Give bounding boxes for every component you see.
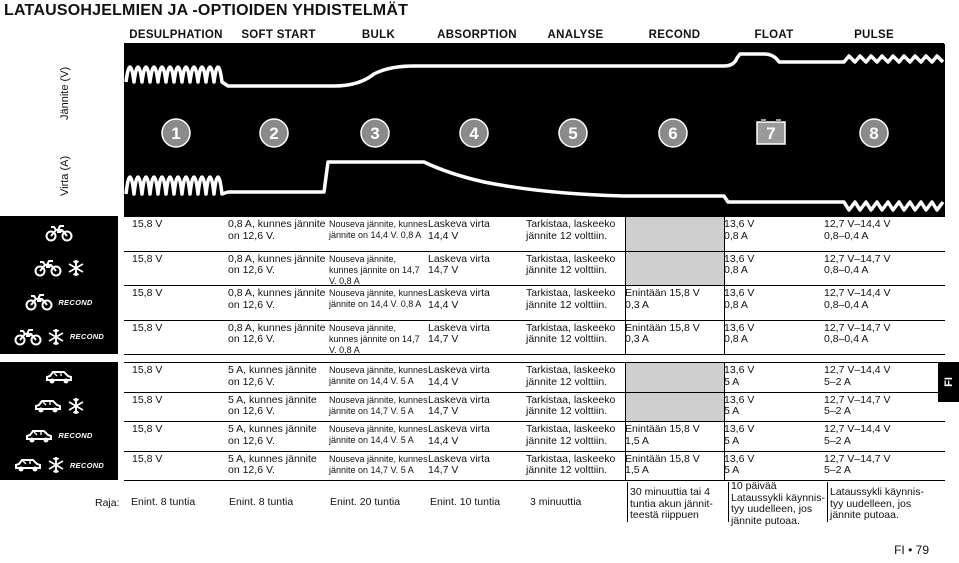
table-cell-desulphation: 15,8 V [132, 393, 163, 406]
car-icon [34, 397, 62, 415]
current-curve [126, 162, 943, 210]
step-marker-4 [460, 119, 488, 147]
snowflake-icon [67, 259, 85, 277]
limit-divider [627, 482, 628, 522]
table-cell-float: 13,6 V 5 A [724, 452, 755, 476]
charging-curve-svg [124, 44, 945, 216]
table-cell-soft-start: 0,8 A, kunnes jännite on 12,6 V. [228, 287, 326, 311]
table-cell-float: 13,6 V 5 A [724, 364, 755, 388]
table-cell-recond: Enintään 15,8 V 0,3 A [625, 321, 700, 345]
table-cell-pulse: 12,7 V–14,7 V 0,8–0,4 A [824, 252, 891, 276]
table-cell-absorption: Laskeva virta 14,7 V [428, 321, 490, 345]
table-cell-soft-start: 0,8 A, kunnes jännite on 12,6 V. [228, 321, 326, 345]
table-row [124, 422, 945, 452]
battery-mode-icons [0, 251, 118, 286]
limit-divider [827, 482, 828, 522]
car-icon [45, 368, 73, 386]
table-cell-bulk: Nouseva jännite, kunnes jännite on 14,7 V. 5 A [329, 394, 428, 416]
recond-mode-label: RECOND [69, 332, 105, 342]
step-markers [162, 119, 888, 147]
recond-mode-label: RECOND [69, 460, 105, 470]
step-number: 4 [469, 124, 479, 143]
table-cell-absorption: Laskeva virta 14,4 V [428, 287, 490, 311]
current-axis-label: Virta (A) [59, 155, 71, 196]
limit-divider [728, 482, 729, 522]
limit-recond: 30 minuuttia tai 4 tuntia akun jännit- teestä riippuen [630, 486, 713, 521]
table-cell-bulk: Nouseva jännite, kunnes jännite on 14,4 V. 5 A [329, 424, 428, 445]
phase-header-pulse: PULSE [854, 29, 894, 41]
table-cell-bulk: Nouseva jännite, kunnes jännite on 14,7 V. 0,8 A [329, 253, 420, 286]
snowflake-icon [67, 397, 85, 415]
table-cell-desulphation: 15,8 V [132, 287, 163, 299]
table-cell-desulphation: 15,8 V [132, 364, 163, 376]
table-cell-analyse: Tarkistaa, laskeeko jännite 12 volttiin. [526, 321, 616, 345]
table-cell-absorption: Laskeva virta 14,7 V [428, 252, 490, 276]
table-cell-bulk: Nouseva jännite, kunnes jännite on 14,4 V. 0,8 A [329, 219, 428, 240]
car-icon [25, 427, 53, 445]
step-marker-5 [559, 119, 587, 147]
table-cell-pulse: 12,7 V–14,4 V 5–2 A [824, 423, 891, 447]
phase-header-bulk: BULK [361, 29, 396, 41]
table-cell-desulphation: 15,8 V [132, 218, 163, 230]
table-cell-absorption: Laskeva virta 14,4 V [428, 364, 490, 388]
motorcycle-icon [34, 259, 62, 277]
table-cell-pulse: 12,7 V–14,7 V 5–2 A [824, 452, 891, 476]
table-cell-analyse: Tarkistaa, laskeeko jännite 12 volttiin. [526, 423, 616, 447]
table-cell-soft-start: 5 A, kunnes jännite on 12,6 V. [228, 452, 317, 476]
table-row [124, 217, 945, 252]
battery-mode-icons [0, 320, 118, 355]
table-cell-analyse: Tarkistaa, laskeeko jännite 12 volttiin. [526, 218, 616, 242]
table-cell-absorption: Laskeva virta 14,4 V [428, 218, 490, 242]
table-cell-desulphation: 15,8 V [132, 423, 163, 435]
table-cell-soft-start: 5 A, kunnes jännite on 12,6 V. [228, 423, 317, 447]
battery-mode-icons [0, 216, 118, 251]
voltage-curve [126, 54, 943, 86]
limit-soft-start: Enint. 8 tuntia [229, 496, 294, 508]
recond-mode-label: RECOND [58, 431, 93, 441]
table-cell-recond: Enintään 15,8 V 0,3 A [625, 287, 700, 311]
table-cell-desulphation: 15,8 V [132, 252, 163, 265]
table-cell-float: 13,6 V 0,8 A [724, 252, 755, 276]
step-number: 1 [171, 124, 181, 143]
motorcycle-icon [14, 328, 42, 346]
table-cell-pulse: 12,7 V–14,4 V 0,8–0,4 A [824, 287, 891, 311]
table-cell-bulk: Nouseva jännite, kunnes jännite on 14,7 V. 0,8 A [329, 322, 420, 355]
table-cell-pulse: 12,7 V–14,4 V 5–2 A [824, 364, 891, 388]
limit-pulse: Lataussykli käynnis- tyy uudelleen, jos jännite putoaa. [830, 486, 924, 521]
footer-lang: FI [894, 543, 905, 557]
page-title: LATAUSOHJELMIEN JA -OPTIOIDEN YHDISTELMÄT [4, 2, 409, 19]
phase-header-recond: RECOND [648, 29, 701, 41]
limit-label: Raja: [95, 497, 120, 509]
snowflake-icon [47, 328, 65, 346]
step-marker-3 [361, 119, 389, 147]
table-cell-absorption: Laskeva virta 14,7 V [428, 452, 490, 476]
limit-desulphation: Enint. 8 tuntia [131, 496, 196, 508]
motorcycle-table [124, 216, 945, 354]
step-marker-6 [659, 119, 687, 147]
table-cell-analyse: Tarkistaa, laskeeko jännite 12 volttiin. [526, 393, 616, 417]
limit-float: 10 päivää Lataussykli käynnis- tyy uudelleen, jos jännite putoaa. [731, 480, 825, 527]
language-tab-label: FI [942, 377, 955, 387]
table-cell-absorption: Laskeva virta 14,4 V [428, 423, 490, 447]
snowflake-icon [47, 456, 65, 474]
charging-curve-diagram [124, 44, 945, 216]
step-marker-2 [260, 119, 288, 147]
table-row [124, 363, 945, 393]
phase-header-analyse: ANALYSE [547, 29, 604, 41]
car-icon-panel [0, 362, 118, 480]
step-number: 5 [568, 124, 578, 143]
table-cell-bulk: Nouseva jännite, kunnes jännite on 14,7 V. 5 A [329, 453, 428, 475]
table-cell-soft-start: 5 A, kunnes jännite on 12,6 V. [228, 393, 317, 417]
table-cell-bulk: Nouseva jännite, kunnes jännite on 14,4 V. 5 A [329, 365, 428, 386]
language-tab [938, 362, 959, 402]
table-row [124, 321, 945, 356]
limit-absorption: Enint. 10 tuntia [430, 496, 501, 508]
table-row [124, 286, 945, 321]
table-cell-pulse: 12,7 V–14,4 V 0,8–0,4 A [824, 218, 891, 242]
table-cell-float: 13,6 V 0,8 A [724, 287, 755, 311]
battery-mode-icons [0, 451, 118, 481]
table-cell-float: 13,6 V 0,8 A [724, 218, 755, 242]
table-row [124, 393, 945, 423]
footer-bullet: • [908, 543, 913, 557]
table-cell-pulse: 12,7 V–14,7 V 0,8–0,4 A [824, 321, 891, 345]
phase-header-soft-start: SOFT START [241, 29, 316, 41]
motorcycle-icon [45, 224, 73, 242]
step-marker-8 [860, 119, 888, 147]
step-number: 7 [766, 124, 776, 143]
step-number: 2 [269, 124, 279, 143]
table-cell-bulk: Nouseva jännite, kunnes jännite on 14,4 V. 0,8 A [329, 288, 428, 309]
step-number: 8 [869, 124, 879, 143]
table-cell-float: 13,6 V 5 A [724, 423, 755, 447]
recond-not-applicable-cell [626, 363, 724, 392]
voltage-axis-label: Jännite (V) [59, 66, 71, 120]
table-cell-soft-start: 0,8 A, kunnes jännite on 12,6 V. [228, 218, 326, 242]
table-cell-float: 13,6 V 5 A [724, 393, 755, 417]
table-cell-soft-start: 5 A, kunnes jännite on 12,6 V. [228, 364, 317, 388]
phase-header-desulphation: DESULPHATION [129, 29, 223, 41]
table-row [124, 452, 945, 482]
table-cell-float: 13,6 V 0,8 A [724, 321, 755, 345]
motorcycle-icon-panel [0, 216, 118, 354]
step-number: 3 [370, 124, 380, 143]
step-number: 6 [668, 124, 678, 143]
step-marker-1 [162, 119, 190, 147]
limit-bulk: Enint. 20 tuntia [330, 496, 401, 508]
page-number: 79 [915, 543, 929, 557]
table-cell-pulse: 12,7 V–14,7 V 5–2 A [824, 393, 891, 417]
battery-mode-icons [0, 421, 118, 451]
table-cell-recond: Enintään 15,8 V 1,5 A [625, 452, 700, 476]
limit-analyse: 3 minuuttia [530, 496, 582, 508]
table-cell-soft-start: 0,8 A, kunnes jännite on 12,6 V. [228, 252, 326, 276]
recond-not-applicable-cell [626, 252, 724, 286]
table-cell-analyse: Tarkistaa, laskeeko jännite 12 volttiin. [526, 287, 616, 311]
recond-not-applicable-cell [626, 393, 724, 422]
recond-mode-label: RECOND [58, 297, 93, 307]
battery-mode-icons [0, 285, 118, 320]
battery-mode-icons [0, 362, 118, 392]
table-cell-desulphation: 15,8 V [132, 321, 163, 334]
page-footer [894, 543, 929, 557]
table-cell-analyse: Tarkistaa, laskeeko jännite 12 volttiin. [526, 252, 616, 276]
table-cell-analyse: Tarkistaa, laskeeko jännite 12 volttiin. [526, 452, 616, 476]
car-icon [14, 456, 42, 474]
table-cell-analyse: Tarkistaa, laskeeko jännite 12 volttiin. [526, 364, 616, 388]
table-cell-desulphation: 15,8 V [132, 452, 163, 465]
recond-not-applicable-cell [626, 217, 724, 251]
table-cell-absorption: Laskeva virta 14,7 V [428, 393, 490, 417]
phase-header-absorption: ABSORPTION [437, 29, 517, 41]
battery-mode-icons [0, 392, 118, 422]
car-table [124, 362, 945, 480]
step-marker-7 [757, 119, 785, 144]
motorcycle-icon [25, 293, 53, 311]
table-row [124, 252, 945, 287]
table-cell-recond: Enintään 15,8 V 1,5 A [625, 423, 700, 447]
phase-header-float: FLOAT [754, 29, 794, 41]
